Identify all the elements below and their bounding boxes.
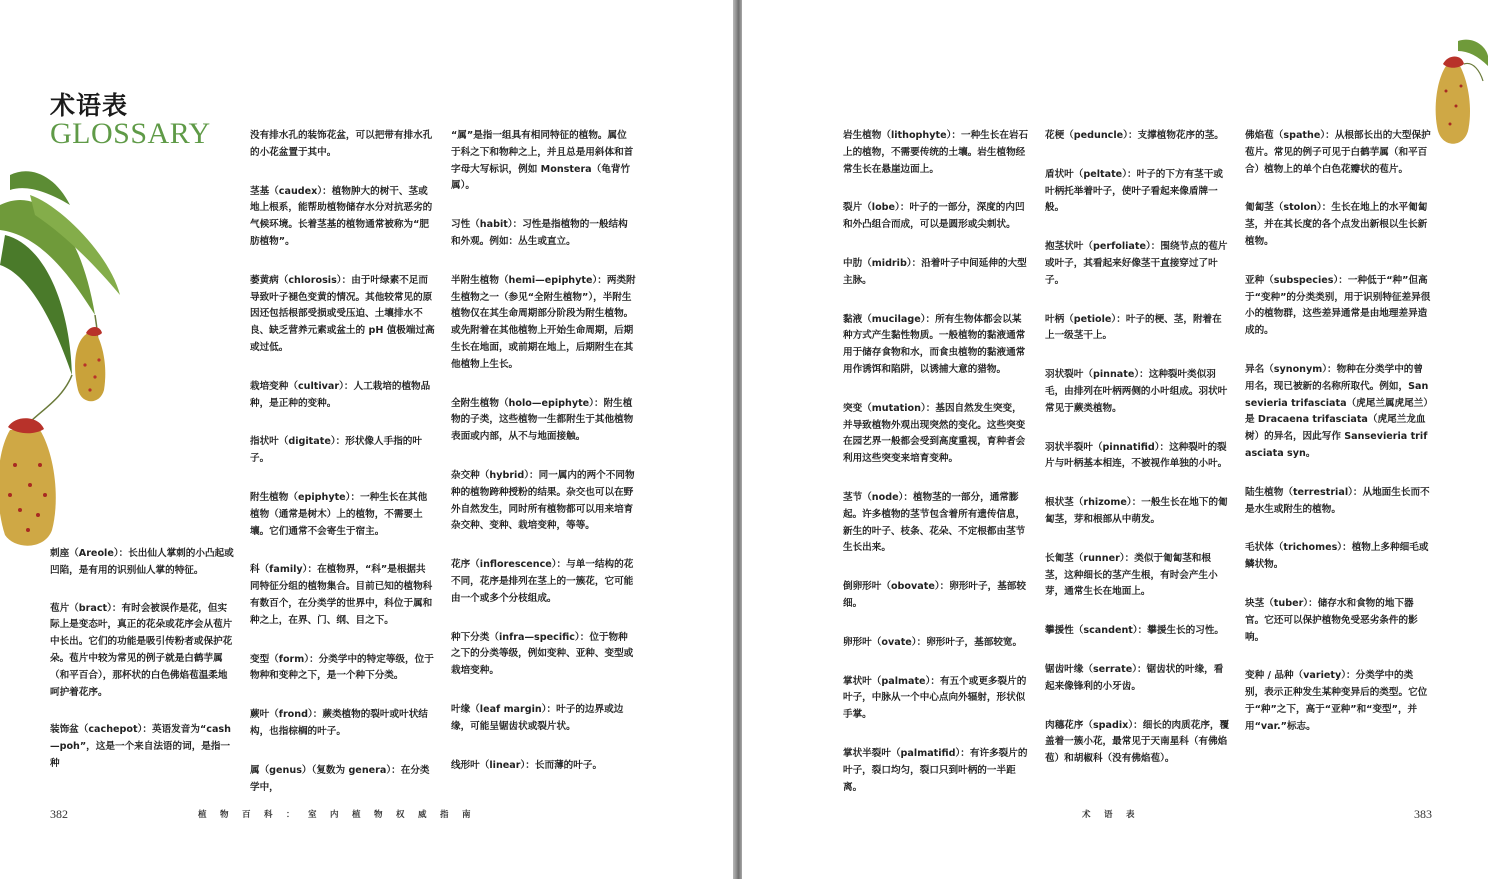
glossary-entry: 习性（habit）：习性是指植物的一般结构和外观。例如：丛生或直立。 — [451, 219, 628, 247]
glossary-entry: 半附生植物（hemi—epiphyte）：两类附生植物之一（参见“全附生植物”），半附生植物仅在其生命周期部分阶段为附生植物。或先附着在其他植物上开始生命周期，后期生长在地面，或前期在地上，后期附生在其他植物上生长。 — [451, 274, 636, 370]
glossary-entry: 茎基（caudex）：植物肿大的树干、茎或地上根系，能帮助植物储存水分对抗恶劣的气候环境。长着茎基的植物通常被称为“肥肪植物”。 — [250, 185, 433, 247]
glossary-entry: 岩生植物（lithophyte）：一种生长在岩石上的植物，不需要传统的土壤。岩生植物经常生长在悬崖边面上。 — [843, 130, 1029, 175]
glossary-entry: 肉穗花序（spadix）：细长的肉质花序，覆盖着一簇小花，最常见于天南星科（有佛焰苞）和胡椒科（没有佛焰苞）。 — [1045, 719, 1230, 765]
glossary-entry: 附生植物（epiphyte）：一种生长在其他植物（通常是树木）上的植物，不需要土壤。它们通常不会寄生于宿主。 — [250, 491, 428, 537]
page-title-english: GLOSSARY — [50, 117, 211, 150]
pitcher-plant-icon — [0, 165, 135, 550]
glossary-entry: 匍匐茎（stolon）：生长在地上的水平匍匐茎，并在其长度的各个点发出新根以生长新植物。 — [1245, 202, 1428, 247]
glossary-column-4 — [843, 128, 1029, 796]
glossary-entry: 亚种（subspecies）：一种低于“种”但高于“变种”的分类类别，用于识别特征差异很小的植物群，这些差异通常是由地理差异造成的。 — [1245, 274, 1431, 337]
page-number-left: 382 — [50, 807, 68, 821]
glossary-entry: 攀援性（scandent）：攀援生长的习性。 — [1045, 625, 1225, 637]
glossary-entry: 掌状半裂叶（palmatifid）：有许多裂片的叶子，裂口均匀，裂口只到叶柄的一半距离。 — [843, 747, 1028, 793]
glossary-entry: 全附生植物（holo—epiphyte）：附生植物的子类，这些植物一生都附生于其他植物表面或内部，从不与地面接触。 — [451, 397, 634, 443]
glossary-entry: 裂片（lobe）：叶子的一部分，深度的内凹和外凸组合而成，可以是圆形或尖刺状。 — [843, 202, 1025, 231]
page-number-right: 383 — [1414, 807, 1432, 821]
glossary-entry: 萎黄病（chlorosis）：由于叶绿素不足而导致叶子褪色变黄的情况。其他较常见的原因还包括根部受损或受压迫、土壤排水不良、缺乏营养元素或盆土的 pH 值极端过高或过低。 — [250, 274, 435, 353]
glossary-entry: 块茎（tuber）：储存水和食物的地下器官。它还可以保护植物免受恶劣条件的影响。 — [1245, 597, 1418, 643]
glossary-column-5 — [1045, 128, 1230, 768]
left-page — [0, 0, 733, 879]
glossary-entry: 栽培变种（cultivar）：人工栽培的植物品种，是正种的变种。 — [250, 380, 431, 409]
glossary-entry: 没有排水孔的装饰花盆，可以把带有排水孔的小花盆置于其中。 — [250, 130, 433, 158]
glossary-column-3 — [451, 128, 636, 774]
glossary-entry: 蕨叶（frond）：蕨类植物的裂叶或叶状结构，也指棕榈的叶子。 — [250, 709, 428, 737]
glossary-entry: 变型（form）：分类学中的特定等级，位于物种和变种之下，是一个种下分类。 — [250, 653, 434, 682]
glossary-entry: 变种 / 品种（variety）：分类学中的类别，表示正种发生某种变异后的类型。它位于“种”之下，高于“亚种”和“变型”，并用“var.”标志。 — [1245, 670, 1428, 732]
glossary-entry: 花梗（peduncle）：支撑植物花序的茎。 — [1045, 130, 1224, 141]
glossary-entry: 属（genus）（复数为 genera）：在分类学中， — [250, 764, 430, 793]
glossary-column-6 — [1245, 128, 1431, 736]
glossary-entry: 装饰盆（cachepot）：英语发音为“cash—poh”，这是一个来自法语的词，是指一种 — [50, 724, 231, 769]
running-title-left: 植物百科：室内植物权威指南 — [198, 810, 485, 820]
glossary-entry: 叶柄（petiole）：叶子的梗、茎，附着在上一级茎干上。 — [1045, 313, 1222, 342]
glossary-entry: 叶缘（leaf margin）：叶子的边界或边缘，可能呈锯齿状或裂片状。 — [451, 703, 624, 732]
glossary-entry: 羽状裂叶（pinnate）：这种裂叶类似羽毛，由排列在叶柄两侧的小叶组成。羽状叶常见于蕨类植物。 — [1045, 369, 1228, 414]
book-gutter — [733, 0, 742, 879]
glossary-entry: 中肋（midrib）：沿着叶子中间延伸的大型主脉。 — [843, 257, 1027, 286]
glossary-entry: 根状茎（rhizome）：一般生长在地下的匍匐茎，芽和根部从中萌发。 — [1045, 497, 1228, 525]
glossary-column-1 — [50, 546, 235, 773]
glossary-entry: 卵形叶（ovate）：卵形叶子，基部较宽。 — [843, 636, 1023, 648]
glossary-entry: 刺座（Areole）：长出仙人掌刺的小凸起或凹陷，是有用的识别仙人掌的特征。 — [50, 548, 234, 576]
glossary-entry: 指状叶（digitate）：形状像人手指的叶子。 — [250, 436, 422, 465]
glossary-entry: 掌状叶（palmate）：有五个或更多裂片的叶子，中脉从一个中心点向外辐射，形状似手掌。 — [843, 675, 1027, 721]
glossary-column-2 — [250, 128, 435, 796]
glossary-entry: 种下分类（infra—specific）：位于物种之下的分类等级，例如变种、亚种、变型或栽培变种。 — [451, 631, 634, 677]
glossary-entry: 花序（inflorescence）：与单一结构的花不同，花序是排列在茎上的一簇花，它可能由一个或多个分枝组成。 — [451, 559, 634, 604]
glossary-entry: 茎节（node）：植物茎的一部分，通常膨起。许多植物的茎节包含着所有遗传信息，新生的叶子、枝条、花朵、不定根都由茎节生长出来。 — [843, 491, 1026, 554]
glossary-entry: 毛状体（trichomes）：植物上多种细毛或鳞状物。 — [1245, 542, 1429, 571]
glossary-entry: “属”是指一组具有相同特征的植物。属位于科之下和物种之上，并且总是用斜体和首字母大写标识，例如 Monstera（龟背竹属）。 — [451, 130, 634, 192]
glossary-entry: 陆生植物（terrestrial）：从地面生长而不是水生或附生的植物。 — [1245, 486, 1430, 515]
running-title-right: 术语表 — [1082, 810, 1149, 820]
glossary-entry: 黏液（mucilage）：所有生物体都会以某种方式产生黏性物质。一般植物的黏液通常用于储存食物和水，而食虫植物的黏液通常用作诱饵和陷阱，以诱捕大意的猎物。 — [843, 313, 1026, 375]
glossary-entry: 佛焰苞（spathe）：从根部长出的大型保护苞片。常见的例子可见于白鹤芋属（和平百合）植物上的单个白色花瓣状的苞片。 — [1245, 130, 1431, 175]
glossary-entry: 倒卵形叶（obovate）：卵形叶子，基部较细。 — [843, 581, 1026, 609]
glossary-entry: 羽状半裂叶（pinnatifid）：这种裂叶的裂片与叶柄基本相连，不被视作单独的小叶。 — [1045, 441, 1228, 470]
glossary-entry: 突变（mutation）：基因自然发生突变，并导致植物外观出现突然的变化。这些突变在园艺界一般都会受到高度重视，育种者会利用这些突变来培育变种。 — [843, 402, 1026, 465]
right-page — [742, 0, 1488, 879]
glossary-entry: 科（family）：在植物界，“科”是根据共同特征分组的植物集合。目前已知的植物科有数百个，在分类学的世界中，科位于属和种之上，在界、门、纲、目之下。 — [250, 564, 433, 626]
page-title-chinese: 术语表 — [50, 91, 129, 120]
glossary-entry: 苞片（bract）：有时会被误作是花，但实际上是变态叶，真正的花朵或花序会从苞片中长出。它们的功能是吸引传粉者或保护花朵。苞片中较为常见的例子就是白鹤芋属（和平百合），那杯状的白色佛焰苞温柔地呵护着花序。 — [50, 602, 233, 698]
glossary-entry: 线形叶（linear）：长而薄的叶子。 — [451, 759, 603, 771]
glossary-entry: 异名（synonym）：物种在分类学中的曾用名，现已被新的名称所取代。例如，Sansevieria trifasciata（虎尾兰属虎尾兰）是 Dracaena trifasciata（虎尾兰龙血树）的异名，因此写作 Sansevieria trifasciata syn。 — [1245, 363, 1429, 459]
glossary-entry: 锯齿叶缘（serrate）：锯齿状的叶缘，看起来像锋利的小牙齿。 — [1045, 663, 1224, 692]
glossary-entry: 杂交种（hybrid）：同一属内的两个不同物种的植物跨种授粉的结果。杂交也可以在野外自然发生，同时所有植物都可以用来培育杂交种、变种、栽培变种，等等。 — [451, 469, 635, 532]
pitcher-plant-icon — [1428, 36, 1488, 156]
glossary-entry: 盾状叶（peltate）：叶子的下方有茎干或叶柄托举着叶子，使叶子看起来像盾牌一般。 — [1045, 168, 1223, 214]
glossary-entry: 长匍茎（runner）：类似于匍匐茎和根茎，这种细长的茎产生根，有时会产生小芽，通常生长在地面上。 — [1045, 552, 1218, 598]
glossary-entry: 抱茎状叶（perfoliate）：围绕节点的苞片或叶子，其看起来好像茎干直接穿过了叶子。 — [1045, 241, 1228, 286]
